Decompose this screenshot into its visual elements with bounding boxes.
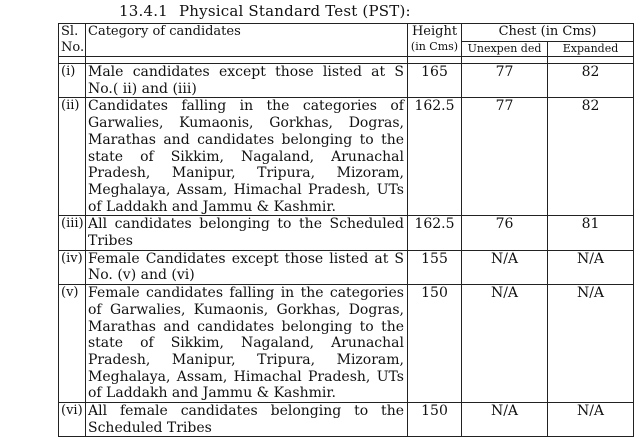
section-heading (119, 2, 411, 20)
row-sl: (i) (59, 64, 86, 98)
table-row (59, 285, 634, 403)
row-height: 150 (408, 285, 462, 403)
row-sl: (vi) (59, 403, 86, 437)
table-row (59, 403, 634, 437)
section-title: Physical Standard Test (PST): (179, 2, 411, 20)
spacer-row (59, 57, 634, 64)
table-row (59, 98, 634, 216)
row-expanded: 82 (548, 98, 634, 216)
row-unexpanded: N/A (462, 285, 548, 403)
row-expanded: N/A (548, 403, 634, 437)
row-unexpanded: N/A (462, 403, 548, 437)
row-sl: (iv) (59, 250, 86, 284)
header-expanded: Expanded (548, 41, 634, 56)
header-unexpanded: Unexpen ded (462, 41, 548, 56)
row-unexpanded: 77 (462, 98, 548, 216)
row-category: Female candidates falling in the categories of Garwalies, Kumaonis, Gorkhas, Dogras, Marathas and candidates belonging to the state of Sikkim, Nagaland, Arunachal Pradesh, Manipur, Tripura, Mizoram, Meghalaya, Assam, Himachal Pradesh, UTs of Laddakh and Jammu & Kashmir. (86, 285, 408, 403)
section-number: 13.4.1 (119, 2, 168, 20)
row-height: 162.5 (408, 216, 462, 250)
pst-table (58, 23, 634, 437)
table-row (59, 64, 634, 98)
row-expanded: N/A (548, 285, 634, 403)
row-unexpanded: N/A (462, 250, 548, 284)
row-category: All female candidates belonging to the Scheduled Tribes (86, 403, 408, 437)
row-height: 155 (408, 250, 462, 284)
header-height-label: Height (411, 24, 458, 39)
row-unexpanded: 76 (462, 216, 548, 250)
row-height: 162.5 (408, 98, 462, 216)
header-height (408, 24, 462, 57)
row-category: Male candidates except those listed at S No.( ii) and (iii) (86, 64, 408, 98)
row-expanded: N/A (548, 250, 634, 284)
row-category: Female Candidates except those listed at S No. (v) and (vi) (86, 250, 408, 284)
row-sl: (v) (59, 285, 86, 403)
row-expanded: 81 (548, 216, 634, 250)
row-height: 150 (408, 403, 462, 437)
table-row (59, 216, 634, 250)
row-unexpanded: 77 (462, 64, 548, 98)
row-expanded: 82 (548, 64, 634, 98)
table-row (59, 250, 634, 284)
row-category: Candidates falling in the categories of Garwalies, Kumaonis, Gorkhas, Dogras, Marathas and candidates belonging to the state of Sikkim, Nagaland, Arunachal Pradesh, Manipur, Tripura, Mizoram, Meghalaya, Assam, Himachal Pradesh, UTs of Laddakh and Jammu & Kashmir. (86, 98, 408, 216)
header-category: Category of candidates (86, 24, 408, 57)
row-sl: (iii) (59, 216, 86, 250)
header-chest: Chest (in Cms) (462, 24, 634, 42)
row-category: All candidates belonging to the Scheduled Tribes (86, 216, 408, 250)
row-height: 165 (408, 64, 462, 98)
header-sl-no: Sl. No. (59, 24, 86, 57)
row-sl: (ii) (59, 98, 86, 216)
header-height-unit: (in Cms) (410, 40, 459, 53)
